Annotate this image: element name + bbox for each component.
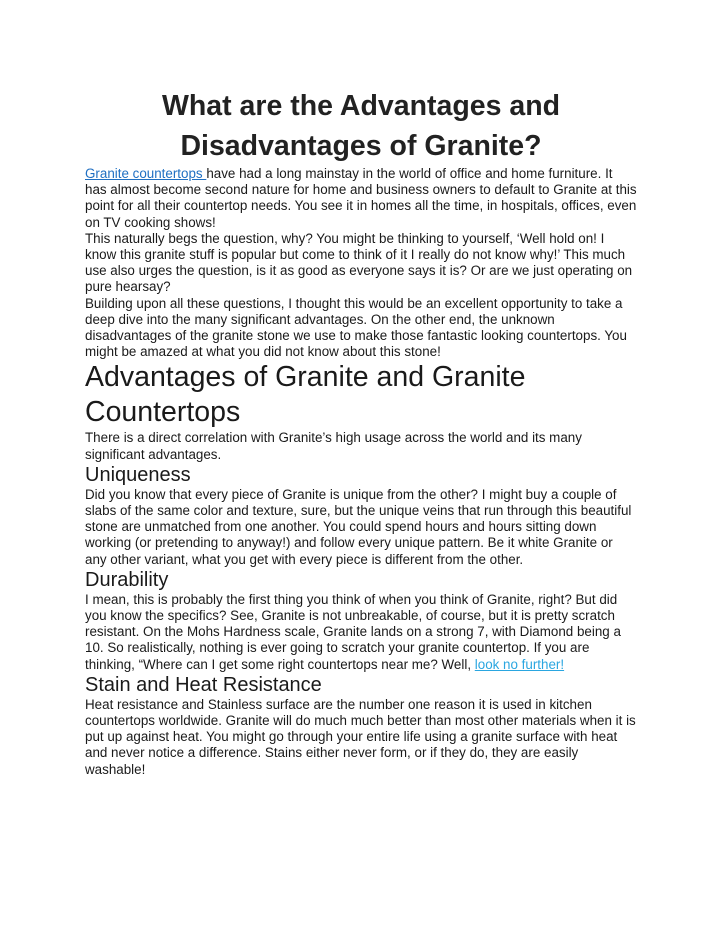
intro-paragraph-3: Building upon all these questions, I thought this would be an excellent opportunity to take a deep dive into the many significant advantages. On the other end, the unknown disadvantages of the granite stone we use to make those fantastic looking countertops. You might be amazed at what you did not know about this stone! bbox=[85, 295, 627, 360]
stain-heat-body: Heat resistance and Stainless surface are the number one reason it is used in kitchen countertops worldwide. Granite will do much much better than most other materials when it is put up against heat. You might go through your entire life using a granite surface with heat and never notice a difference. Stains either never form, or if they do, they are easily washable! bbox=[85, 696, 636, 777]
document-page bbox=[85, 86, 637, 778]
durability-body-text: I mean, this is probably the first thing you think of when you think of Granite, right? But did you know the specifics? See, Granite is not unbreakable, of course, but it is pretty scratch resistant. On the Mohs Hardness scale, Granite lands on a strong 7, with Diamond being a 10. So realistically, nothing is ever going to scratch your granite countertop. If you are thinking, “Where can I get some right countertops near me? Well, bbox=[85, 591, 621, 672]
intro-paragraph-1-text: have had a long mainstay in the world of office and home furniture. It has almost become second nature for home and business owners to default to Granite at this point for all their countertop needs. You see it in homes all the time, in hospitals, offices, even on TV cooking shows! bbox=[85, 166, 637, 230]
stain-heat-heading: Stain and Heat Resistance bbox=[85, 673, 322, 696]
intro-paragraph-2: This naturally begs the question, why? You might be thinking to yourself, ‘Well hold on! I know this granite stuff is popular but come to think of it I really do not know why!’ This much use also urges the question, is it as good as everyone says it is? Or are we just operating on pure hearsay? bbox=[85, 230, 633, 295]
look-no-further-link[interactable]: look no further! bbox=[474, 656, 565, 672]
uniqueness-body: Did you know that every piece of Granite is unique from the other? I might buy a couple of slabs of the same color and texture, sure, but the unique veins that run through this beautiful stone are unmatched from one another. You could spend hours and hours sitting down working (or pretending to anyway!) and follow every unique pattern. Be it white Granite or any other variant, what you get with every piece is different from the other. bbox=[85, 486, 632, 567]
granite-countertops-link[interactable]: Granite countertops bbox=[85, 166, 207, 181]
advantages-heading: Advantages of Granite and Granite Countertops bbox=[85, 361, 526, 429]
durability-body bbox=[85, 592, 637, 673]
intro-paragraph-1 bbox=[85, 166, 637, 231]
durability-heading: Durability bbox=[85, 568, 169, 591]
advantages-intro: There is a direct correlation with Granite’s high usage across the world and its many significant advantages. bbox=[85, 430, 582, 462]
uniqueness-heading: Uniqueness bbox=[85, 463, 191, 486]
page-title: What are the Advantages and Disadvantages of Granite? bbox=[161, 90, 561, 162]
